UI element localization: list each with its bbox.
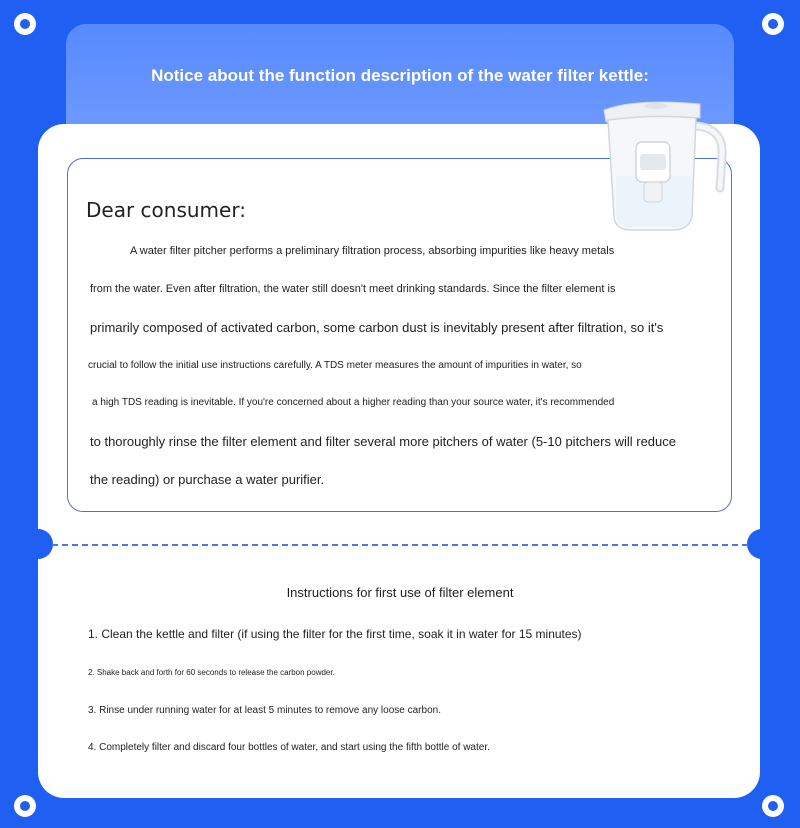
instructions-title: Instructions for first use of filter element: [286, 585, 514, 600]
instruction-step: 1. Clean the kettle and filter (if using the filter for the first time, soak it in water for 15 minutes): [88, 627, 582, 641]
corner-ring-icon: [14, 13, 36, 35]
card-notch-right: [747, 529, 777, 559]
corner-ring-icon: [14, 795, 36, 817]
notice-line: primarily composed of activated carbon, some carbon dust is inevitably present after filtration, so it's: [90, 320, 664, 335]
greeting: Dear consumer:: [86, 198, 246, 222]
page-title: Notice about the function description of the water filter kettle:: [151, 66, 649, 85]
corner-ring-icon: [762, 795, 784, 817]
card-notch-left: [23, 529, 53, 559]
notice-line: from the water. Even after filtration, the water still doesn't meet drinking standards. Since the filter element is: [90, 283, 616, 295]
instruction-step: 3. Rinse under running water for at least 5 minutes to remove any loose carbon.: [88, 705, 441, 716]
divider: [52, 544, 748, 546]
instruction-step: 4. Completely filter and discard four bottles of water, and start using the fifth bottle of water.: [88, 742, 490, 753]
notice-line: crucial to follow the initial use instructions carefully. A TDS meter measures the amount of impurities in water, so: [88, 360, 582, 371]
water-filter-pitcher-icon: [596, 96, 728, 236]
instruction-step: 2. Shake back and forth for 60 seconds to release the carbon powder.: [88, 668, 335, 677]
notice-line: a high TDS reading is inevitable. If you're concerned about a higher reading than your source water, it's recommended: [92, 397, 615, 408]
notice-line: the reading) or purchase a water purifier.: [90, 472, 325, 487]
corner-ring-icon: [762, 13, 784, 35]
notice-line: to thoroughly rinse the filter element and filter several more pitchers of water (5-10 pitchers will reduce: [90, 434, 676, 449]
notice-line: A water filter pitcher performs a preliminary filtration process, absorbing impurities like heavy metals: [130, 245, 615, 257]
